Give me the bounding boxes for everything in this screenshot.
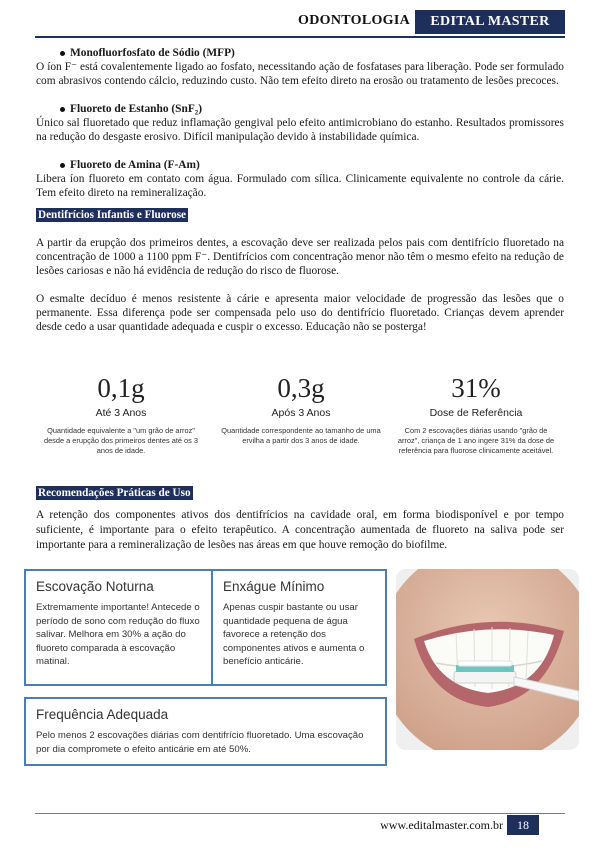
- stat-description: Quantidade correspondente ao tamanho de uma ervilha a partir dos 3 anos de idade.: [221, 426, 381, 445]
- card-title: Escovação Noturna: [36, 579, 154, 594]
- fluoride-snf2-text: Único sal fluoretado que reduz inflamação gengival pelo efeito antimicrobiano do estanho. Resultados promissores na redução do desgaste erosivo. Difícil manipulação devido à instabilidade química.: [36, 117, 564, 143]
- kids-paragraph-1: A partir da erupção dos primeiros dentes, a escovação deve ser realizada pelos pais com dentifrício fluoretado na concentração de 1000 a 1100 ppm F⁻. Dentifrícios com concentração menor não têm o mesmo efeito na redução de lesões cariosas e não há evidência de redução do risco de fluorose.: [36, 237, 564, 277]
- stat-under-3: [36, 372, 206, 456]
- header-rule: [35, 36, 565, 38]
- fluoride-snf2-title: Fluoreto de Estanho (SnF₂): [36, 102, 564, 116]
- section-kids-label: Dentifrícios Infantis e Fluorose: [38, 209, 187, 221]
- footer-rule: [35, 813, 565, 814]
- stat-label: Dose de Referência: [429, 407, 523, 419]
- page-footer: [35, 813, 565, 835]
- fluoride-amine-title: Fluoreto de Amina (F-Am): [36, 158, 564, 172]
- smile-illustration: [396, 569, 579, 750]
- section-rec-heading: [36, 483, 193, 501]
- footer-website: www.editalmaster.com.br: [380, 818, 503, 832]
- rec-paragraph: A retenção dos componentes ativos dos dentifrícios na cavidade oral, em forma biodisponível e por tempo suficiente, é importante para o efeito terapêutico. A concentração aumentada de fluoreto na saliva pode ser importante para a remineralização de lesões nas áreas em que houve remoção do biofilme.: [36, 509, 564, 551]
- stat-description: Quantidade equivalente a "um grão de arroz" desde a erupção dos primeiros dentes até os 3 anos de idade.: [43, 426, 199, 455]
- fluoride-mfp-title: Monofluorfosfato de Sódio (MFP): [36, 46, 564, 60]
- card-text: Apenas cuspir bastante ou usar quantidade pequena de água favorece a retenção dos componentes ativos e aumenta o benefício anticárie.: [223, 602, 365, 667]
- fluoride-amine-text: Libera íon fluoreto em contato com água. Formulado com sílica. Clinicamente equivalente no controle da cárie. Tem efeito direto na remineralização.: [36, 173, 564, 199]
- stat-value: 0,1g: [97, 373, 145, 403]
- stat-over-3: [216, 372, 386, 446]
- stat-description: Com 2 escovações diárias usando "grão de arroz", criança de 1 ano ingere 31% da dose de referência para fluorose clinicamente aceitável.: [397, 426, 555, 455]
- card-title: Enxágue Mínimo: [223, 579, 325, 594]
- stat-value: 0,3g: [277, 373, 325, 403]
- card-text: Extremamente importante! Antecede o período de sono com redução do fluxo salivar. Melhora em 30% a ação do fluoreto comparada à escovação matinal.: [36, 602, 200, 667]
- card-frequency: [24, 697, 387, 766]
- fluoride-mfp-text: O íon F⁻ está covalentemente ligado ao fosfato, necessitando ação de fosfatases para liberação. Pode ser formulado com abrasivos contendo cálcio, reduzindo custo. Não tem efeito direto na erosão ou tratamento de lesões precoces.: [36, 61, 564, 87]
- page-header: [35, 10, 565, 34]
- stat-label: Até 3 Anos: [95, 407, 147, 419]
- stat-reference-dose: [391, 372, 561, 456]
- card-night-brushing: [24, 569, 222, 686]
- section-kids-heading: [36, 208, 564, 222]
- card-text: Pelo menos 2 escovações diárias com dentifrício fluoretado. Uma escovação por dia compromete o efeito anticárie em até 50%.: [36, 730, 364, 755]
- stat-value: 31%: [451, 373, 501, 403]
- stat-label: Após 3 Anos: [271, 407, 331, 419]
- main-content: [36, 46, 564, 334]
- dosage-stats: [36, 372, 564, 482]
- kids-paragraph-2: O esmalte decíduo é menos resistente à cárie e apresenta maior velocidade de progressão das lesões que o permanente. Essa diferença pode ser compensada pelo uso do dentifrício fluoretado. Crianças devem aprender desde cedo a usar quantidade adequada e cuspir o excesso. Educação não se posterga!: [36, 293, 564, 333]
- header-brand: EDITAL MASTER: [415, 10, 565, 34]
- card-title: Frequência Adequada: [36, 707, 169, 722]
- page-number: 18: [507, 815, 539, 835]
- header-subject: ODONTOLOGIA: [298, 13, 410, 28]
- smile-toothbrush-photo: [396, 569, 579, 750]
- section-rec-label: Recomendações Práticas de Uso: [38, 487, 191, 499]
- card-minimal-rinse: [211, 569, 387, 686]
